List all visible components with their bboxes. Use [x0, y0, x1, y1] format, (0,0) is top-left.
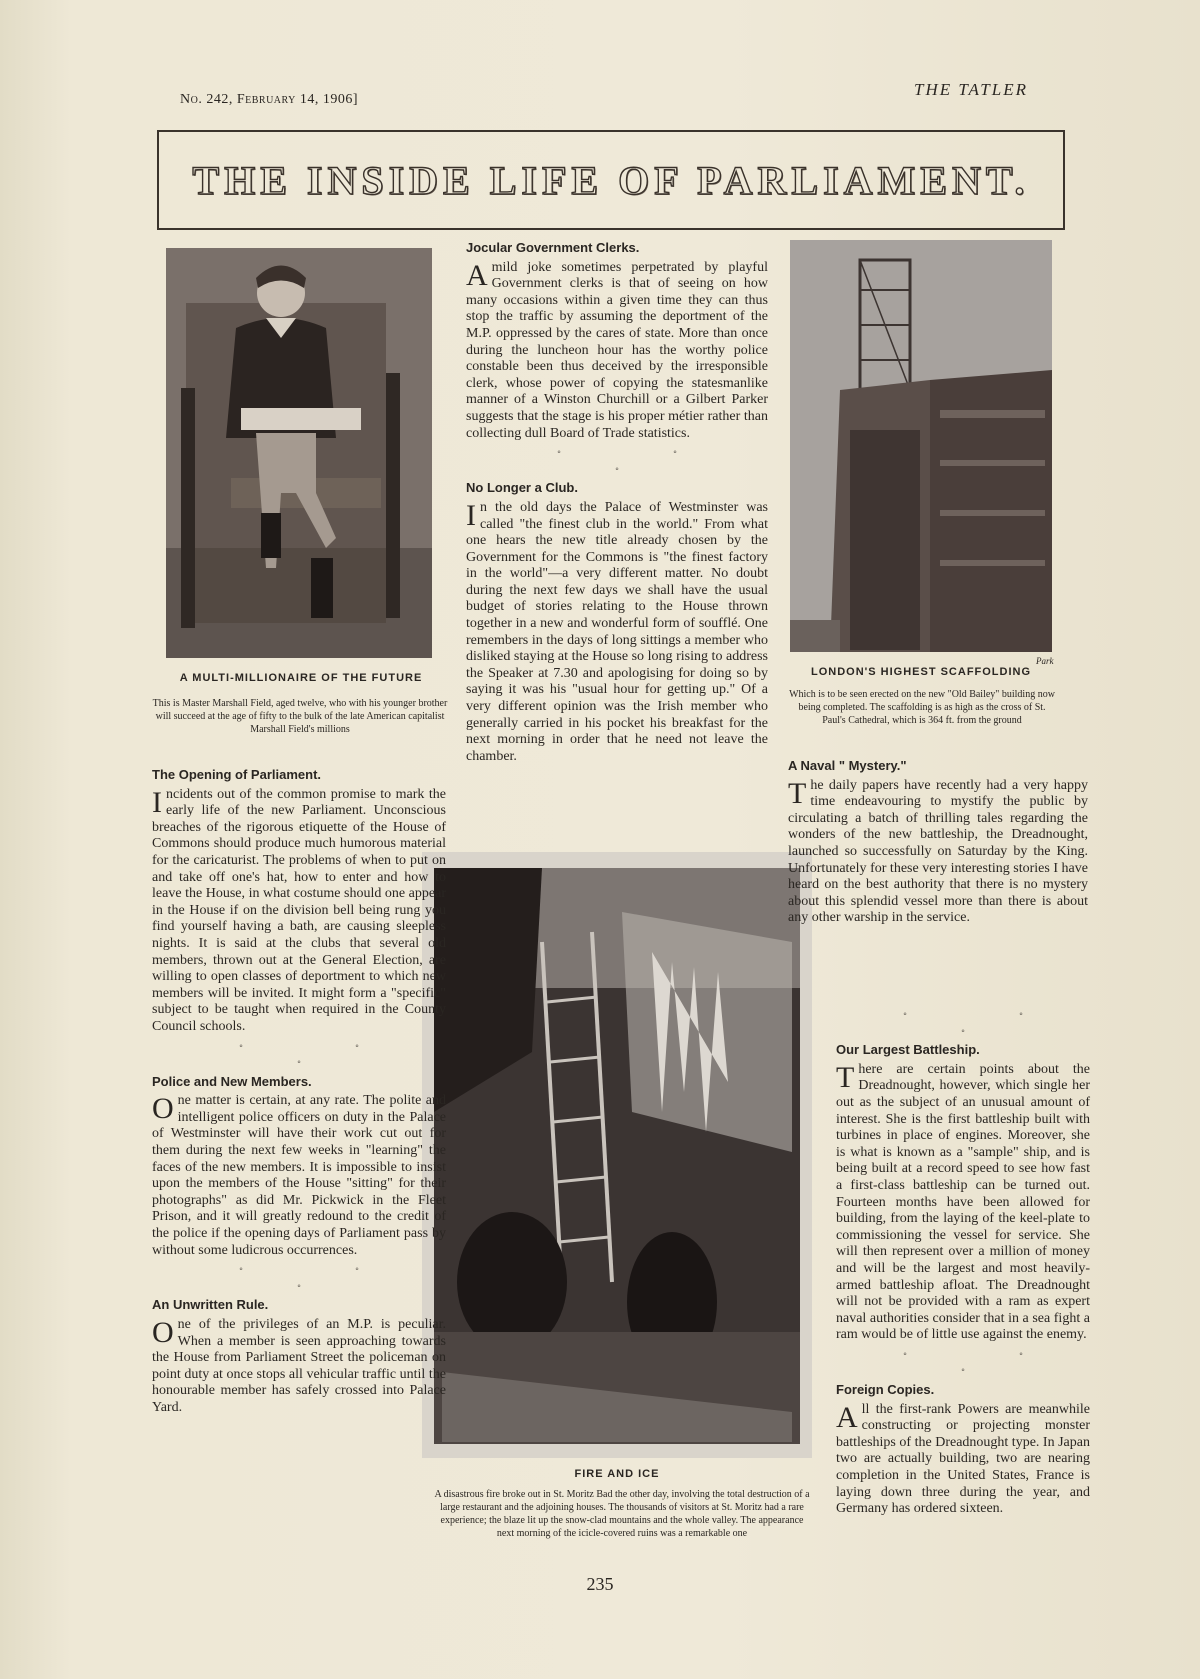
article-club — [466, 500, 768, 766]
old-bailey-scaffolding-illustration — [790, 240, 1052, 652]
dropcap-club: I — [466, 498, 476, 532]
dropcap-opening: I — [152, 785, 162, 819]
magazine-name: THE TATLER — [914, 80, 1028, 99]
dropcap-battleship: T — [836, 1060, 855, 1094]
photo-credit: Park — [1036, 656, 1054, 666]
column-middle — [466, 240, 768, 765]
photo-boy — [166, 248, 432, 658]
boy-in-chair-illustration — [166, 248, 432, 658]
page-number: 235 — [586, 1574, 614, 1594]
article-opening — [152, 787, 446, 1036]
dropcap-police: O — [152, 1092, 174, 1126]
column-right-lower — [836, 1004, 1090, 1518]
caption-text-boy: This is Master Marshall Field, aged twelve, who with his younger brother will succeed at the age of fifty to the bulk of the late American capitalist Marshall Field's millions — [152, 698, 448, 735]
article-battleship — [836, 1062, 1090, 1344]
text-foreign: ll the first-rank Powers are meanwhile constructing or projecting monster battleships of the Dreadnought type. In Japan two are actually building, two are nearing completion in the United States, France is laying down three during the year, and Germany has ordered sixteen. — [836, 1401, 1090, 1517]
heading-battleship: Our Largest Battleship. — [836, 1042, 980, 1058]
text-club: n the old days the Palace of Westminster was called "the finest club in the world." From what one hears the new title already chosen by the Government for the Commons is "the finest factory in the world"—a very different matter. No doubt during the next few days we shall have the usual budget of stories relating to the House thrown together in a new and wonderful form of soufflé. One remembers in the days of long sittings a member who disliked staying at the House so long rising to address the Speaker at 7.30 and apologising for doing so by saying it was his "usual hour for getting up." Of a very different opinion was the Irish member who generally carried in his pocket his breakfast for the next morning in order that he need not leave the chamber. — [466, 499, 768, 764]
text-battleship: here are certain points about the Dreadnought, however, which single her out as the subject of an unusual amount of interest. She is the first battleship built with turbines in place of engines. Moreover, she is what is known as a "sample" ship, and is being built at a record speed to see how fast a first-class battleship can be turned out. Fourteen months have been allowed for building, from the laying of the keel-plate to commissioning the vessel for service. She will then represent over a million of money and will be the largest and most heavily-armed battleship afloat. The Dreadnought will not be provided with a ram as expert naval authorities consider that in a sea fight a ram would be of little use against the enemy. — [836, 1061, 1090, 1343]
heading-unwritten: An Unwritten Rule. — [152, 1297, 269, 1313]
fire-and-ice-illustration — [422, 852, 812, 1458]
column-left — [152, 767, 446, 1417]
caption-title-scaffolding: LONDON'S HIGHEST SCAFFOLDING — [810, 666, 1032, 678]
caption-title-boy: A MULTI-MILLIONAIRE OF THE FUTURE — [179, 672, 423, 684]
text-jocular: mild joke sometimes perpetrated by playful Government clerks is that of seeing on how many occasions within a given time they can thus stop the traffic by assuming the deportment of the M.P. oppressed by the cares of state. More than once during the luncheon hour has the worthy police constable been thus deceived by the irresponsible clerk, whose power of copying the statesmanlike manner of a Winston Churchill or a Gilbert Parker suggests that the stage is his proper métier rather than collecting dull Board of Trade statistics. — [466, 259, 768, 441]
article-jocular — [466, 260, 768, 443]
article-naval — [788, 778, 1088, 927]
photo-fire-frame — [422, 852, 812, 1458]
separator-2: ◦ ◦ ◦ — [239, 1264, 414, 1292]
issue-line: No. 242, February 14, 1906] — [180, 92, 359, 107]
heading-opening: The Opening of Parliament. — [152, 767, 322, 782]
article-unwritten — [152, 1317, 446, 1417]
dropcap-naval: T — [788, 776, 807, 810]
heading-police: Police and New Members. — [152, 1073, 312, 1089]
heading-club: No Longer a Club. — [466, 480, 578, 496]
separator-3: ◦ ◦ ◦ — [557, 447, 732, 475]
dropcap-unwritten: O — [152, 1316, 174, 1349]
caption-title-fire: FIRE AND ICE — [574, 1468, 660, 1480]
article-foreign — [836, 1402, 1090, 1518]
text-unwritten: ne of the privileges of an M.P. is peculiar. When a member is seen approaching towards the House from Parliament Street the policeman on point duty at once stops all vehicular traffic until the honourable member has safely crossed into Palace Yard. — [152, 1317, 446, 1415]
caption-text-fire: A disastrous fire broke out in St. Moritz Bad the other day, involving the total destruction of a large restaurant and the adjoining houses. The thousands of visitors at St. Moritz had a rare experience; the blaze lit up the snow-clad mountains and the whole valley. The appearance next morning of the icicle-covered ruins was a remarkable one — [434, 1489, 810, 1539]
text-naval: he daily papers have recently had a very happy time endeavouring to mystify the public by circulating a batch of thrilling tales regarding the wonders of the new battleship, the Dreadnought, launched so successfully on Saturday by the King. Unfortunately for these very interesting stories I have heard on the best authority that there is no mystery about this splendid vessel more than there is about any other warship in the service. — [788, 777, 1088, 926]
separator-1: ◦ ◦ ◦ — [239, 1040, 414, 1069]
heading-naval: A Naval " Mystery." — [788, 758, 907, 773]
text-opening: ncidents out of the common promise to mark the early life of the new Parliament. Unconscious breaches of the rigorous etiquette of the House of Commons should produce much humorous material for the caricaturist. The problems of when to put on and take off one's hat, how to enter and how to leave the House, in what costume should one appear in the House if on the division bell being rung you find yourself having a bath, are causing sleepless nights. It is said at the clubs that several old members, thrown out at the General Election, are willing to open classes of deportment to which new members will be invited. It might form a "specific" subject to be taught when required in the County Council schools. — [152, 786, 446, 1034]
text-police: ne matter is certain, at any rate. The polite and intelligent police officers on duty in the Palace of Westminster will have their work cut out for them during the next few weeks in "learning" the faces of the new members. It is impossible to insist upon the members of the House "sitting" for their photographs" as did Mr. Pickwick in the Fleet Prison, and it will greatly redound to the credit of the police if the opening days of Parliament pass by without some ludicrous occurrences. — [152, 1093, 446, 1258]
column-right-upper — [788, 758, 1088, 927]
page-title: THE INSIDE LIFE OF PARLIAMENT. — [192, 157, 1030, 203]
photo-scaffolding — [790, 240, 1052, 652]
dropcap-jocular: A — [466, 258, 488, 292]
article-police — [152, 1093, 446, 1259]
caption-text-scaffolding: Which is to be seen erected on the new "Old Bailey" building now being completed. The scaffolding is as high as the cross of St. Paul's Cathedral, which is 364 ft. from the ground — [789, 689, 1055, 726]
heading-jocular: Jocular Government Clerks. — [466, 240, 640, 255]
dropcap-foreign: A — [836, 1400, 858, 1434]
separator-5: ◦ ◦ ◦ — [903, 1348, 1078, 1377]
title-box — [157, 130, 1065, 230]
separator-4: ◦ ◦ ◦ — [903, 1009, 1078, 1037]
heading-foreign: Foreign Copies. — [836, 1382, 935, 1398]
